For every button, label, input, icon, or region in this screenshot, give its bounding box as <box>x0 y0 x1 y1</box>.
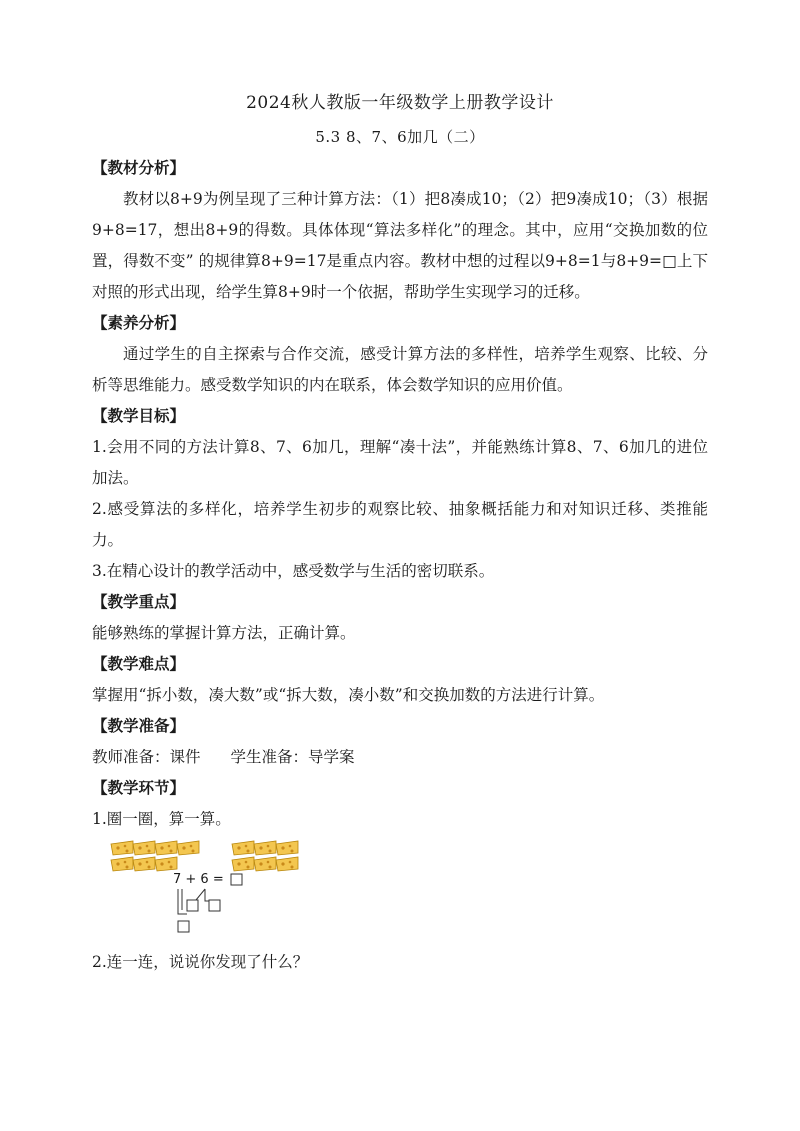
goal-item-2: 2.感受算法的多样化，培养学生初步的观察比较、抽象概括能力和对知识迁移、类推能力。 <box>92 500 708 549</box>
literacy-analysis-text: 通过学生的自主探索与合作交流，感受计算方法的多样性，培养学生观察、比较、分析等思维能力。感受数学知识的内在联系，体会数学知识的应用价值。 <box>92 345 708 394</box>
heading-key-point: 【教学重点】 <box>92 593 186 611</box>
heading-material-analysis: 【教材分析】 <box>92 159 186 177</box>
preparation-line <box>92 742 708 773</box>
equation-text: 7 + 6 = <box>173 872 224 887</box>
material-analysis-text: 教材以8+9为例呈现了三种计算方法：（1）把8凑成10；（2）把9凑成10；（3）根据9+8=17，想出8+9的得数。具体体现“算法多样化”的理念。其中，应用“交换加数的位置，得数不变” 的规律算8+9=17是重点内容。教材中想的过程以9+8=1与8+9=□上下对照的形式出现，给学生算8+9时一个依据，帮助学生实现学习的迁移。 <box>92 190 708 301</box>
cheese-group-six <box>232 841 298 871</box>
heading-teaching-goals: 【教学目标】 <box>92 407 186 425</box>
answer-box <box>231 874 242 885</box>
step-1-text: 1.圈一圈，算一算。 <box>92 810 231 828</box>
heading-literacy-analysis: 【素养分析】 <box>92 314 186 332</box>
goal-item-3: 3.在精心设计的教学活动中，感受数学与生活的密切联系。 <box>92 562 495 580</box>
heading-teaching-process: 【教学环节】 <box>92 779 186 797</box>
difficulty-text: 掌握用“拆小数，凑大数”或“拆大数，凑小数”和交换加数的方法进行计算。 <box>92 686 605 704</box>
cheese-group-seven <box>111 841 199 871</box>
step-2-text: 2.连一连，说说你发现了什么？ <box>92 953 309 971</box>
document-body <box>92 153 708 978</box>
page-subtitle: 5.3 8、7、6加几（二） <box>315 128 485 146</box>
student-preparation: 学生准备：导学案 <box>230 748 355 766</box>
key-point-text: 能够熟练的掌握计算方法，正确计算。 <box>92 624 356 642</box>
heading-difficulty: 【教学难点】 <box>92 655 186 673</box>
sum-box <box>178 921 189 932</box>
goal-item-1: 1.会用不同的方法计算8、7、6加几，理解“凑十法”，并能熟练计算8、7、6加几的进位加法。 <box>92 438 708 487</box>
cheese-figure <box>92 837 392 947</box>
split-box-right <box>209 900 220 911</box>
cheese-illustration <box>92 837 392 947</box>
page-title: 2024秋人教版一年级数学上册教学设计 <box>246 93 554 113</box>
heading-preparation: 【教学准备】 <box>92 717 186 735</box>
teacher-preparation: 教师准备：课件 <box>92 748 201 766</box>
split-box-left <box>187 900 198 911</box>
